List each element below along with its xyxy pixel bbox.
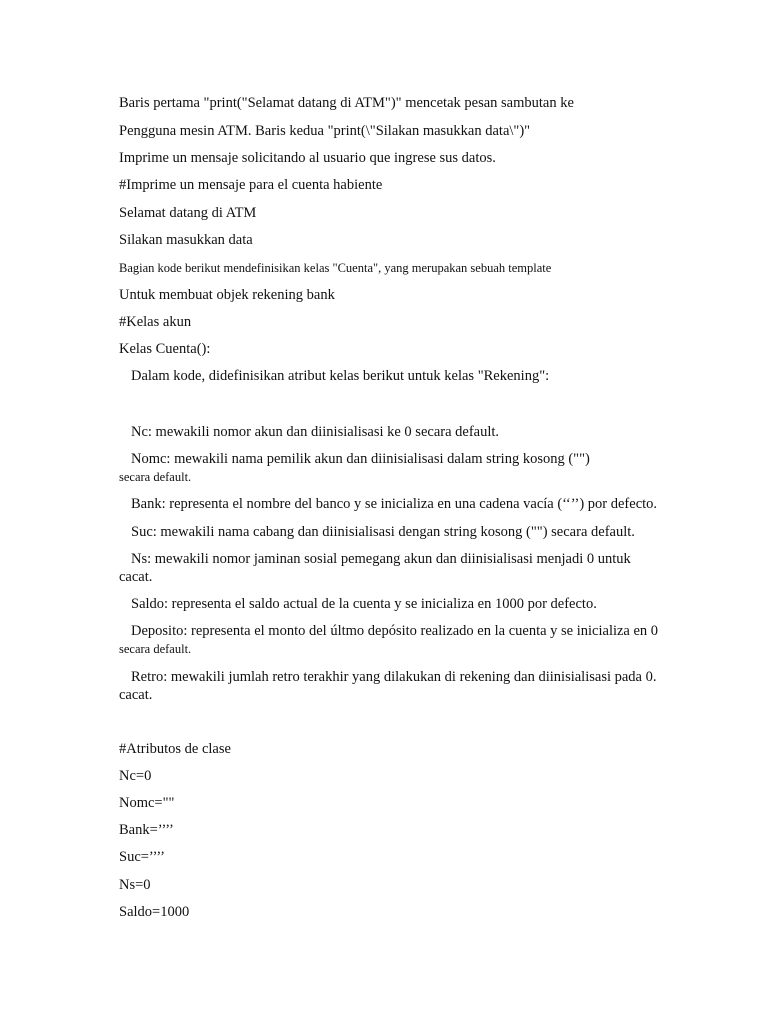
code-line: Bank=’’’’	[119, 822, 174, 838]
text-line: Dalam kode, didefinisikan atribut kelas berikut untuk kelas "Rekening":	[131, 368, 550, 384]
text-line: Deposito: representa el monto del últmo depósito realizado en la cuenta y se inicializa en 0	[131, 623, 659, 639]
code-line: Saldo=1000	[119, 904, 190, 920]
code-comment-line: #Imprime un mensaje para el cuenta habiente	[119, 177, 383, 193]
code-line: Nc=0	[119, 768, 152, 784]
text-line: secara default.	[119, 470, 192, 484]
text-line: Baris pertama "print("Selamat datang di ATM")" mencetak pesan sambutan ke	[119, 95, 574, 111]
text-line: Ns: mewakili nomor jaminan sosial pemegang akun dan diinisialisasi menjadi 0 untuk	[131, 551, 631, 567]
text-line: Nc: mewakili nomor akun dan diinisialisasi ke 0 secara default.	[131, 424, 500, 440]
text-line: cacat.	[119, 569, 153, 585]
text-line: Suc: mewakili nama cabang dan diinisialisasi dengan string kosong ("") secara default.	[131, 524, 635, 540]
code-line: Ns=0	[119, 877, 151, 893]
text-line: Bagian kode berikut mendefinisikan kelas "Cuenta", yang merupakan sebuah template	[119, 261, 552, 275]
text-line: Pengguna mesin ATM. Baris kedua "print(\"Silakan masukkan data\")"	[119, 123, 531, 139]
text-line: secara default.	[119, 642, 192, 656]
text-line: cacat.	[119, 687, 153, 703]
text-line: Saldo: representa el saldo actual de la cuenta y se inicializa en 1000 por defecto.	[131, 596, 597, 612]
text-line: Retro: mewakili jumlah retro terakhir yang dilakukan di rekening dan diinisialisasi pada 0.	[131, 669, 657, 685]
text-line: Bank: representa el nombre del banco y se inicializa en una cadena vacía (‘‘’’) por defecto.	[131, 496, 658, 512]
text-line: Untuk membuat objek rekening bank	[119, 287, 335, 303]
code-comment-line: #Atributos de clase	[119, 741, 231, 757]
code-comment-line: #Kelas akun	[119, 314, 192, 330]
code-line: Nomc=""	[119, 795, 175, 811]
text-line: Nomc: mewakili nama pemilik akun dan diinisialisasi dalam string kosong ("")	[131, 451, 590, 467]
text-line: Silakan masukkan data	[119, 232, 253, 248]
text-line: Imprime un mensaje solicitando al usuario que ingrese sus datos.	[119, 150, 496, 166]
code-line: Kelas Cuenta():	[119, 341, 211, 357]
text-line: Selamat datang di ATM	[119, 205, 257, 221]
code-line: Suc=’’’’	[119, 849, 166, 865]
